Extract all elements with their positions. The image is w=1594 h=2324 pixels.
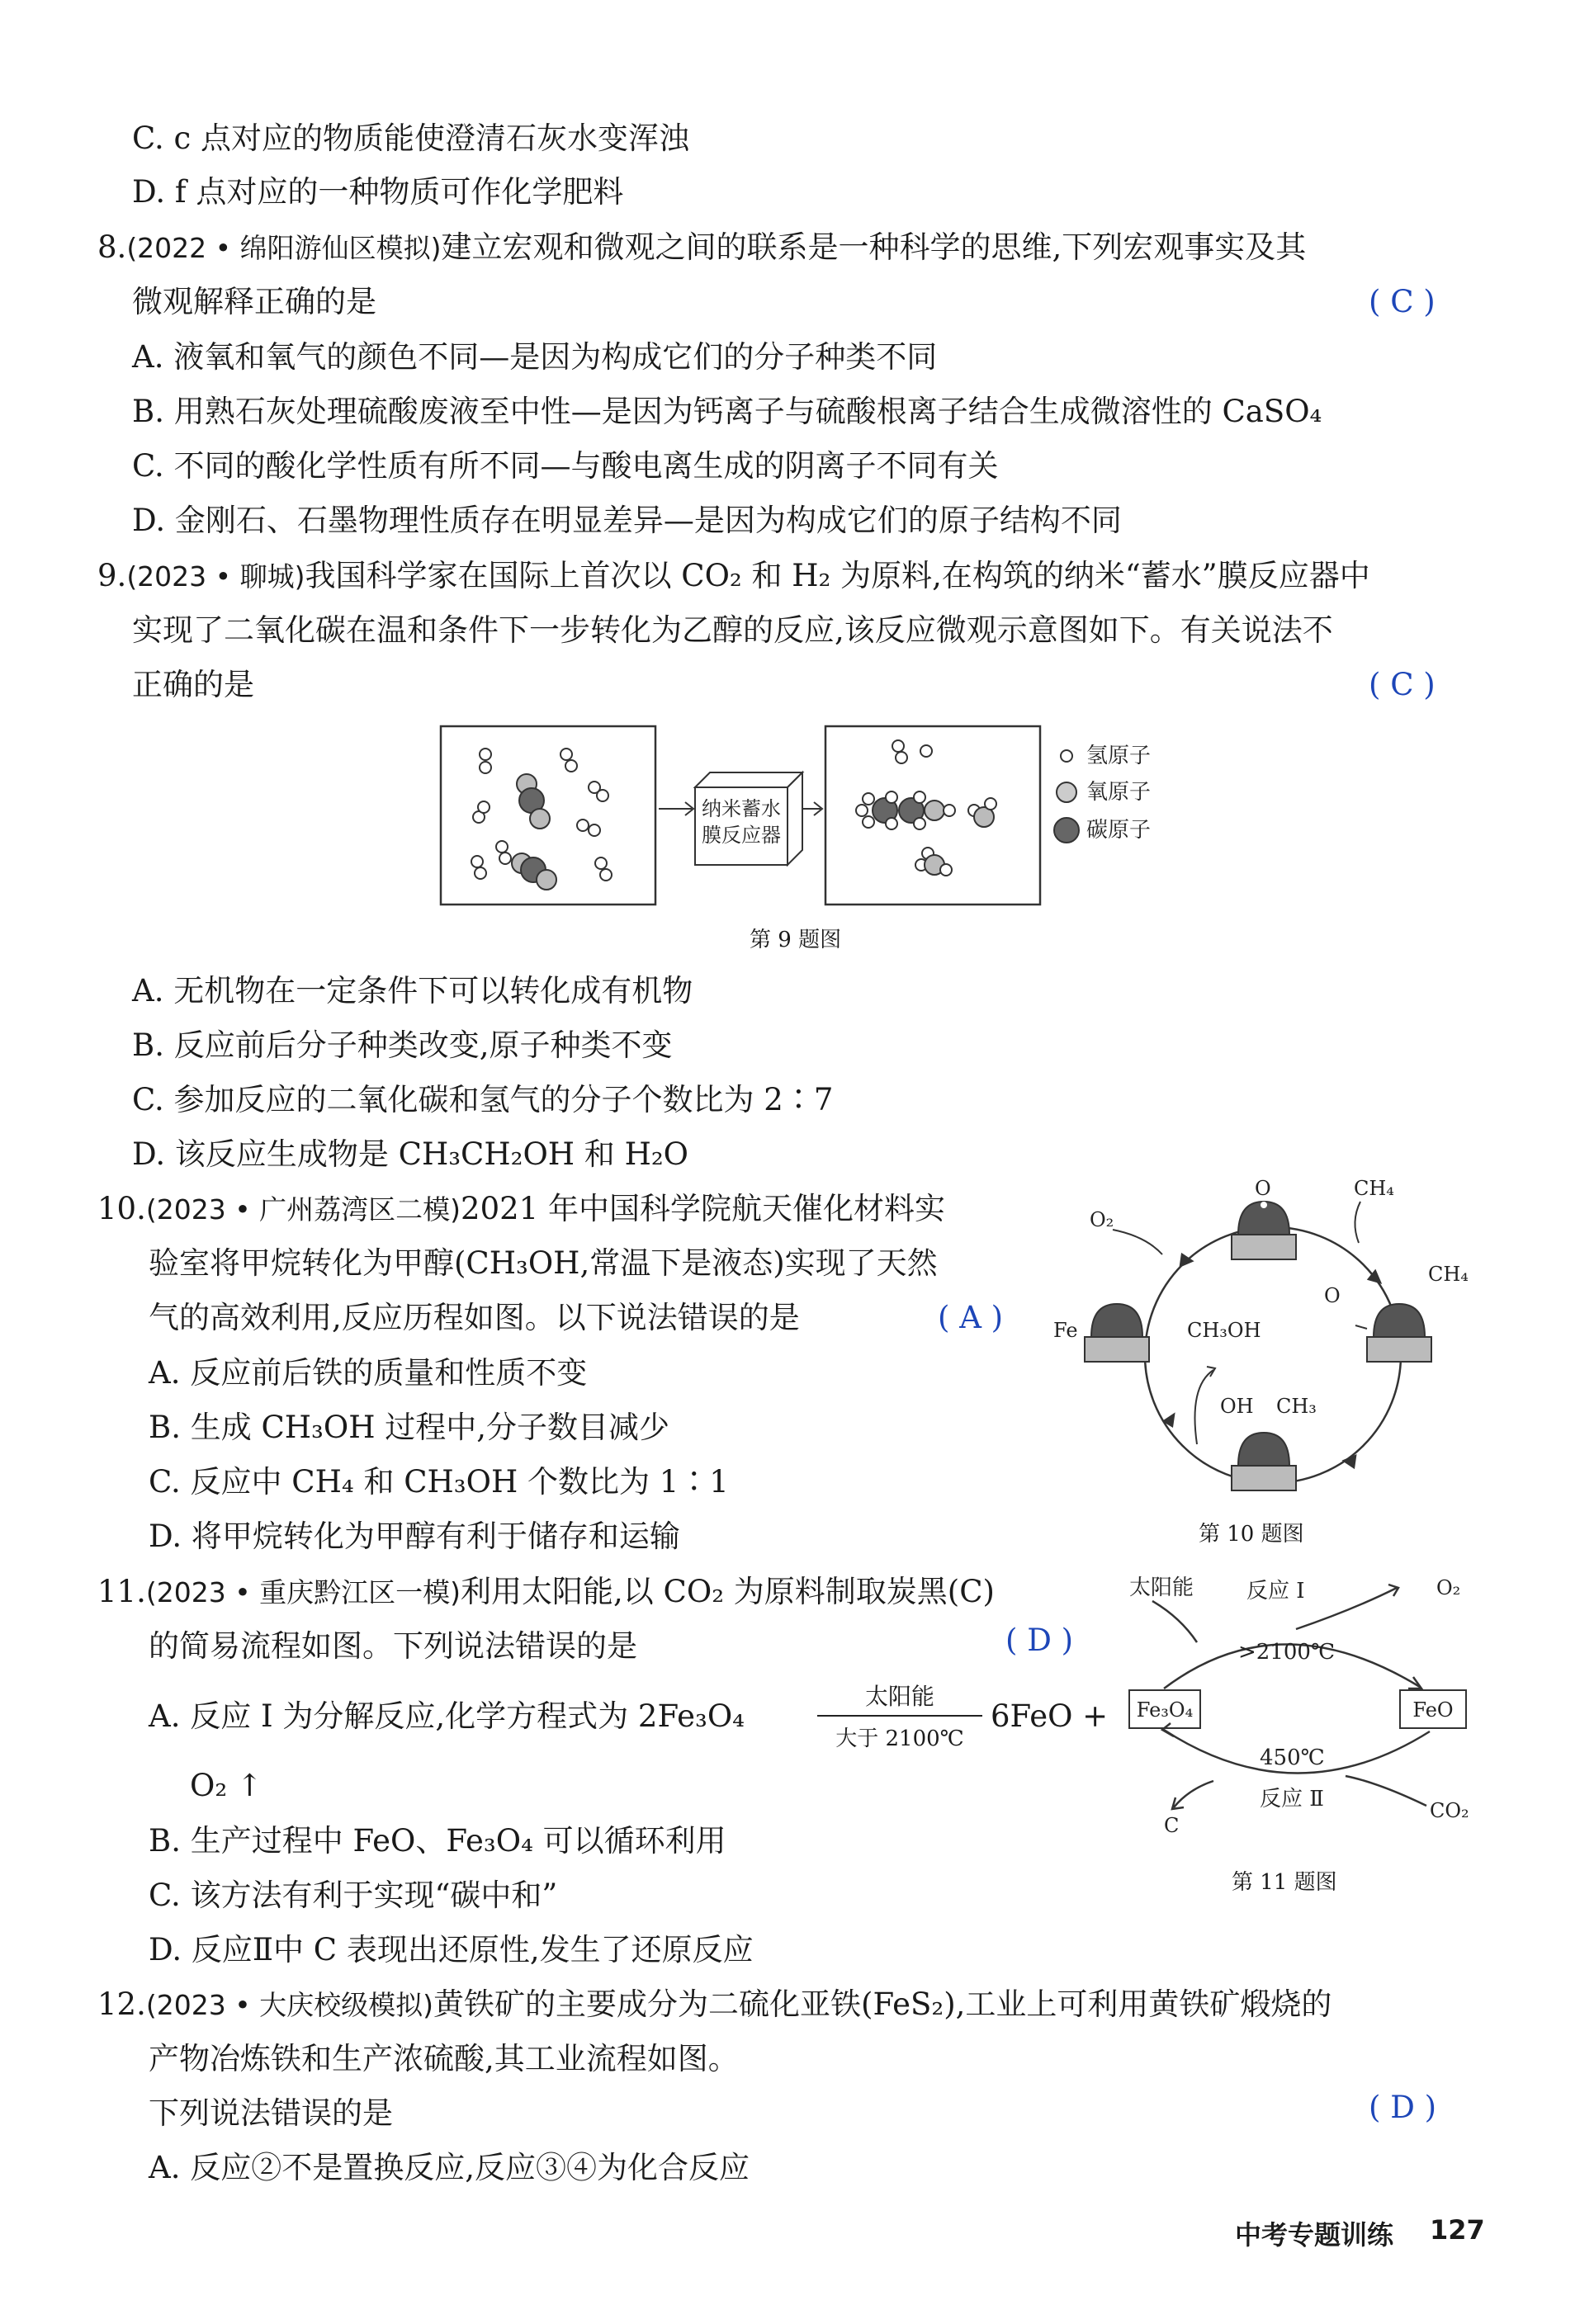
q12-number: 12. <box>97 1986 146 2022</box>
q9-option-d: D. 该反应生成物是 CH₃CH₂OH 和 H₂O <box>132 1136 689 1172</box>
figure-11-caption: 第 11 题图 <box>1232 1870 1337 1895</box>
q10-number: 10. <box>97 1191 146 1226</box>
q8-line1 <box>97 228 1306 268</box>
atom-legend <box>1054 744 1151 843</box>
q8-stem-1: 建立宏观和微观之间的联系是一种科学的思维,下列宏观事实及其 <box>441 229 1307 265</box>
legend-hydrogen: 氢原子 <box>1086 744 1152 768</box>
q10-answer: ( A ) <box>938 1300 1004 1335</box>
catalyst-right <box>1367 1304 1431 1362</box>
label-reaction-1: 反应 Ⅰ <box>1246 1579 1305 1604</box>
q11-number: 11. <box>97 1574 146 1609</box>
legend-carbon: 碳原子 <box>1086 818 1152 843</box>
label-ch3oh: CH₃OH <box>1187 1319 1261 1342</box>
q9-source: (2023 • 聊城) <box>126 560 305 593</box>
label-o2: O₂ <box>1436 1576 1461 1599</box>
label-o-top: O <box>1255 1177 1271 1200</box>
q12-source: (2023 • 大庆校级模拟) <box>145 1989 434 2021</box>
q11-option-a-pre: A. 反应 Ⅰ 为分解反应,化学方程式为 2Fe₃O₄ <box>149 1698 745 1734</box>
label-co2: CO₂ <box>1430 1799 1469 1822</box>
label-temp-1: >2100℃ <box>1238 1640 1336 1665</box>
hydrogen-atom-icon <box>1061 750 1072 762</box>
q11-stem-2: 的简易流程如图。下列说法错误的是 <box>149 1628 637 1664</box>
q12-line1 <box>97 1985 1331 2025</box>
q8-option-c: C. 不同的酸化学性质有所不同—与酸电离生成的阴离子不同有关 <box>132 448 999 484</box>
q11-option-a-post: 6FeO + <box>991 1698 1109 1734</box>
q12-stem-2: 产物冶炼铁和生产浓硫酸,其工业流程如图。 <box>149 2041 739 2076</box>
label-temp-2: 450℃ <box>1260 1745 1325 1770</box>
figure-9-diagram <box>429 718 1222 908</box>
q11-line1 <box>97 1572 995 1613</box>
page-number: 127 <box>1430 2214 1485 2246</box>
q10-source: (2023 • 广州荔湾区二模) <box>145 1193 461 1226</box>
label-fe3o4: Fe₃O₄ <box>1136 1698 1194 1722</box>
q7-option-d: D. f 点对应的一种物质可作化学肥料 <box>132 174 624 210</box>
label-fe: Fe <box>1053 1319 1078 1342</box>
q8-option-b: B. 用熟石灰处理硫酸废液至中性—是因为钙离子与硫酸根离子结合生成微溶性的 CaSO₄ <box>132 394 1322 429</box>
q8-option-a: A. 液氧和氧气的颜色不同—是因为构成它们的分子种类不同 <box>132 339 938 375</box>
carbon-atom-icon <box>1054 818 1079 843</box>
q9-line1 <box>97 556 1370 597</box>
q11-stem-1: 利用太阳能,以 CO₂ 为原料制取炭黑(C) <box>461 1574 995 1609</box>
q9-stem-2: 实现了二氧化碳在温和条件下一步转化为乙醇的反应,该反应微观示意图如下。有关说法不 <box>132 612 1333 648</box>
q9-number: 9. <box>97 558 127 593</box>
q10-stem-2: 验室将甲烷转化为甲醇(CH₃OH,常温下是液态)实现了天然 <box>149 1245 938 1281</box>
q11-answer: ( D ) <box>1005 1623 1074 1658</box>
q10-line1 <box>97 1189 945 1230</box>
label-sun: 太阳能 <box>1129 1575 1194 1600</box>
q11-option-a-condition-top: 太阳能 <box>864 1683 934 1710</box>
label-o2: O₂ <box>1090 1208 1114 1231</box>
q9-option-c: C. 参加反应的二氧化碳和氢气的分子个数比为 2∶7 <box>132 1082 834 1117</box>
q10-option-b: B. 生成 CH₃OH 过程中,分子数目减少 <box>149 1410 670 1445</box>
q9-option-a: A. 无机物在一定条件下可以转化成有机物 <box>132 973 693 1008</box>
q10-option-c: C. 反应中 CH₄ 和 CH₃OH 个数比为 1∶1 <box>149 1464 729 1500</box>
legend-oxygen: 氧原子 <box>1086 780 1152 805</box>
figure-11-diagram <box>1106 1560 1502 1840</box>
q11-source: (2023 • 重庆黔江区一模) <box>145 1576 461 1608</box>
footer-label: 中考专题训练 <box>1235 2219 1394 2251</box>
q12-stem-1: 黄铁矿的主要成分为二硫化亚铁(FeS₂),工业上可利用黄铁矿煅烧的 <box>433 1986 1332 2022</box>
q8-option-d: D. 金刚石、石墨物理性质存在明显差异—是因为构成它们的原子结构不同 <box>132 503 1122 538</box>
q8-stem-2: 微观解释正确的是 <box>132 284 376 319</box>
q12-stem-3: 下列说法错误的是 <box>149 2095 393 2131</box>
reactor-label-2: 膜反应器 <box>702 824 781 847</box>
q10-option-d: D. 将甲烷转化为甲醇有利于储存和运输 <box>149 1519 680 1554</box>
label-c: C <box>1164 1814 1180 1837</box>
q9-option-b: B. 反应前后分子种类改变,原子种类不变 <box>132 1027 673 1063</box>
q11-option-a-line2: O₂ ↑ <box>190 1768 263 1803</box>
label-reaction-2: 反应 Ⅱ <box>1260 1787 1324 1811</box>
reactor-block <box>695 772 802 865</box>
q12-option-a: A. 反应②不是置换反应,反应③④为化合反应 <box>149 2150 750 2185</box>
figure-9-caption: 第 9 题图 <box>750 928 842 952</box>
catalyst-left <box>1085 1304 1149 1362</box>
q11-option-d: D. 反应Ⅱ中 C 表现出还原性,发生了还原反应 <box>149 1932 754 1967</box>
catalyst-bottom <box>1232 1433 1296 1490</box>
label-o-right: O <box>1324 1284 1341 1307</box>
q11-option-c: C. 该方法有利于实现“碳中和” <box>149 1878 558 1913</box>
q11-option-b: B. 生产过程中 FeO、Fe₃O₄ 可以循环利用 <box>149 1823 726 1859</box>
oxygen-atom-icon <box>1057 782 1076 802</box>
q10-option-a: A. 反应前后铁的质量和性质不变 <box>149 1355 588 1391</box>
q8-source: (2022 • 绵阳游仙区模拟) <box>126 232 442 264</box>
q10-stem-1: 2021 年中国科学院航天催化材料实 <box>461 1191 945 1226</box>
catalyst-top <box>1232 1202 1296 1259</box>
label-ch4-top: CH₄ <box>1354 1177 1394 1200</box>
q12-answer: ( D ) <box>1369 2090 1437 2125</box>
q7-option-c: C. c 点对应的物质能使澄清石灰水变浑浊 <box>132 120 689 156</box>
q11-option-a-condition-bottom: 大于 2100℃ <box>835 1726 964 1751</box>
label-ch4-right: CH₄ <box>1428 1263 1469 1286</box>
q9-stem-3: 正确的是 <box>132 667 254 702</box>
label-ch3: CH₃ <box>1276 1395 1317 1418</box>
q10-stem-3: 气的高效利用,反应历程如图。以下说法错误的是 <box>149 1300 800 1335</box>
label-feo: FeO <box>1412 1698 1454 1722</box>
reactor-label-1: 纳米蓄水 <box>702 797 781 820</box>
label-oh: OH <box>1220 1395 1254 1418</box>
figure-10-caption: 第 10 题图 <box>1199 1522 1304 1547</box>
figure-10-diagram <box>1048 1164 1494 1510</box>
q8-answer: ( C ) <box>1369 284 1436 319</box>
q8-number: 8. <box>97 229 127 265</box>
equation-arrow-line <box>817 1715 982 1717</box>
q9-answer: ( C ) <box>1369 667 1436 702</box>
q9-stem-1: 我国科学家在国际上首次以 CO₂ 和 H₂ 为原料,在构筑的纳米“蓄水”膜反应器中 <box>305 558 1370 593</box>
